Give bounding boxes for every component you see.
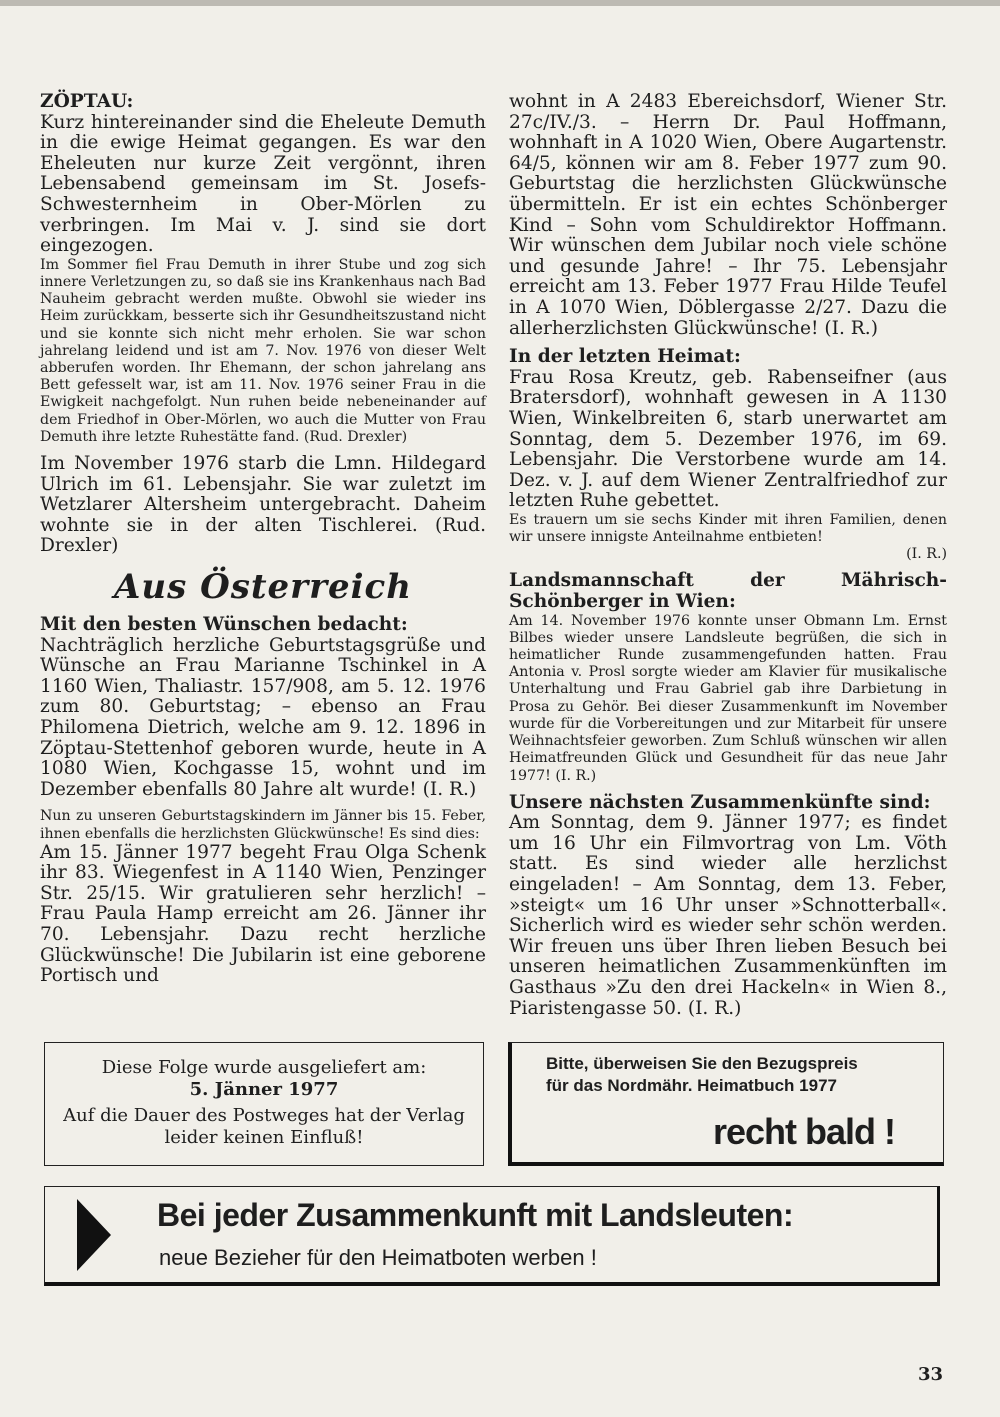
heimat-paragraph: Frau Rosa Kreutz, geb. Rabenseifner (aus Bratersdorf), wohnhaft gewesen in A 1130 Wien, Winkelbreiten 6, starb unerwartet am Sonntag, dem 5. Dezember 1976, im 69. Lebensjahr. Die Verstorbene wurde am 14. Dez. v. J. auf dem Wiener Zentralfriedhof zur letzten Ruhe gebettet. xyxy=(509,366,947,512)
banner-headline: Bei jeder Zusammenkunft mit Landsleuten: xyxy=(157,1197,794,1233)
delivery-line: Diese Folge wurde ausgeliefert am: xyxy=(101,1057,427,1078)
ulrich-paragraph: Im November 1976 starb die Lmn. Hildegard Ulrich im 61. Lebensjahr. Sie war zuletzt im Wetzlarer Altersheim untergebracht. Daheim wohnte sie in der alten Tischlerei. (Rud. Drexler) xyxy=(40,452,486,557)
wishes-paragraph: Nachträglich herzliche Geburtstagsgrüße und Wünsche an Frau Marianne Tschinkel in A 1160 Wien, Thaliastr. 157/908, am 5. 12. 1976 zum 80. Geburtstag; – ebenso an Frau Philomena Dietrich, welche am 9. 12. 1896 in Zöptau-Stettenhof geboren wurde, heute in A 1080 Wien, Kochgasse 15, wohnt und im Dezember ebenfalls 80 Jahre alt wurde! (I. R.) xyxy=(40,634,486,800)
delivery-date: 5. Jänner 1977 xyxy=(189,1079,339,1100)
landsmannschaft-heading: Landsmannschaft der Mährisch-Schönberger in Wien: xyxy=(509,570,947,613)
birthday-paragraph: Am 15. Jänner 1977 begeht Frau Olga Schenk ihr 83. Wiegenfest in A 1140 Wien, Penzinger Str. 25/15. Wir gratulieren sehr herzlich! – Frau Paula Hamp erreicht am 26. Jänner ihr 70. Lebensjahr. Dazu recht herzliche Glückwünsche! Die Jubilarin ist eine geborene Portisch und xyxy=(40,841,486,987)
meetings-paragraph: Am Sonntag, dem 9. Jänner 1977; es findet um 16 Uhr ein Filmvortrag von Lm. Vöth statt. Es sind wieder alle herzlichst eingeladen! – Am Sonntag, dem 13. Feber, »steigt« um 16 Uhr unser »Schnotterball«. Sicherlich wird es wieder sehr schön werden. Wir freuen uns über Ihren lieben Besuch bei unseren heimatlichen Zusammenkünften im Gasthaus »Zu den drei Hackeln« in Wien 8., Piaristengasse 50. (I. R.) xyxy=(509,812,947,1019)
payment-line-2: für das Nordmähr. Heimatbuch 1977 xyxy=(546,1076,837,1095)
page-number: 33 xyxy=(918,1364,944,1385)
heimat-small-text: Es trauern um sie sechs Kinder mit ihren Familien, denen wir unsere innigste Anteilnahme entbieten! xyxy=(509,511,947,546)
delivery-notice-box xyxy=(44,1042,484,1166)
landsmannschaft-small-text: Am 14. November 1976 konnte unser Obmann Lm. Ernst Bilbes wieder unsere Landsleute begrüßen, die sich in heimatlicher Runde zusammengefunden hatten. Frau Antonia v. Prosl sorgte wieder am Klavier für musikalische Unterhaltung und Frau Gabriel gab ihre Darbietung in Prosa zu Gehör. Bei dieser Zusammenkunft im November wurde für die Vorbereitungen und zur Mitarbeit für unsere Weihnachtsfeier geworben. Zum Schluß wünschen wir allen Heimatfreunden Glück und Gesundheit für das neue Jahr 1977! (I. R.) xyxy=(509,612,947,784)
section-title: Aus Österreich xyxy=(114,566,412,607)
zoeptau-small-text: Im Sommer fiel Frau Demuth in ihrer Stube und zog sich innere Verletzungen zu, so daß sie ins Krankenhaus nach Bad Nauheim gebracht werden mußte. Obwohl sie wieder ins Heim zurückkam, besserte sich ihr Gesundheitszustand nicht und sie konnte sich nicht mehr erholen. Sie war schon jahrelang leidend und ist am 7. Nov. 1976 von dieser Welt abberufen worden. Ihr Ehemann, der schon jahrelang ans Bett gefesselt war, ist am 11. Nov. 1976 seiner Frau in die Ewigkeit nachgefolgt. Nun ruhen beide nebeneinander auf dem Friedhof in Ober-Mörlen, wo auch die Mutter von Frau Demuth ihre letzte Ruhestätte fand. (Rud. Drexler) xyxy=(40,256,486,445)
heimat-signature: (I. R.) xyxy=(906,546,947,563)
payment-reminder-box xyxy=(508,1042,944,1166)
right-column xyxy=(509,92,947,1019)
arrow-right-icon xyxy=(77,1199,111,1271)
continued-paragraph: wohnt in A 2483 Ebereichsdorf, Wiener Str. 27c/IV./3. – Herrn Dr. Paul Hoffmann, wohnhaft in A 1020 Wien, Obere Augartenstr. 64/5, können wir am 8. Feber 1977 zum 90. Geburtstag die herzlichsten Glückwünsche übermitteln. Er ist ein echtes Schönberger Kind – Sohn vom Schuldirektor Hoffmann. Wir wünschen dem Jubilar noch viele schöne und gesunde Jahre! – Ihr 75. Lebensjahr erreicht am 13. Feber 1977 Frau Hilde Teufel in A 1070 Wien, Döblergasse 2/27. Dazu die allerherzlichsten Glückwünsche! (I. R.) xyxy=(509,91,947,339)
zoeptau-intro: Kurz hintereinander sind die Eheleute Demuth in die ewige Heimat gegangen. Es war den Eheleuten nur kurze Zeit vergönnt, ihren Lebensabend gemeinsam im St. Josefs-Schwesternheim in Ober-Mörlen zu verbringen. Im Mai v. J. sind sie dort eingezogen. xyxy=(40,111,486,257)
left-column xyxy=(40,92,486,987)
payment-text xyxy=(546,1053,858,1097)
scan-top-edge xyxy=(0,0,1000,6)
payment-line-1: Bitte, überweisen Sie den Bezugspreis xyxy=(546,1054,858,1073)
banner-subline: neue Bezieher für den Heimatboten werben ! xyxy=(159,1245,597,1270)
payment-emphasis: recht bald ! xyxy=(712,1111,895,1152)
wishes-heading: Mit den besten Wünschen bedacht: xyxy=(40,613,408,635)
delivery-postal-note: Auf die Dauer des Postweges hat der Verlag leider keinen Einfluß! xyxy=(63,1105,465,1148)
zoeptau-heading: ZÖPTAU: xyxy=(40,91,134,112)
recruitment-banner xyxy=(44,1186,940,1286)
heimat-heading: In der letzten Heimat: xyxy=(509,346,741,368)
meetings-heading: Unsere nächsten Zusammenkünfte sind: xyxy=(509,791,931,813)
birthday-small-text: Nun zu unseren Geburtstagskindern im Jänner bis 15. Feber, ihnen ebenfalls die herzlichsten Glückwünsche! Es sind dies: xyxy=(40,808,486,842)
